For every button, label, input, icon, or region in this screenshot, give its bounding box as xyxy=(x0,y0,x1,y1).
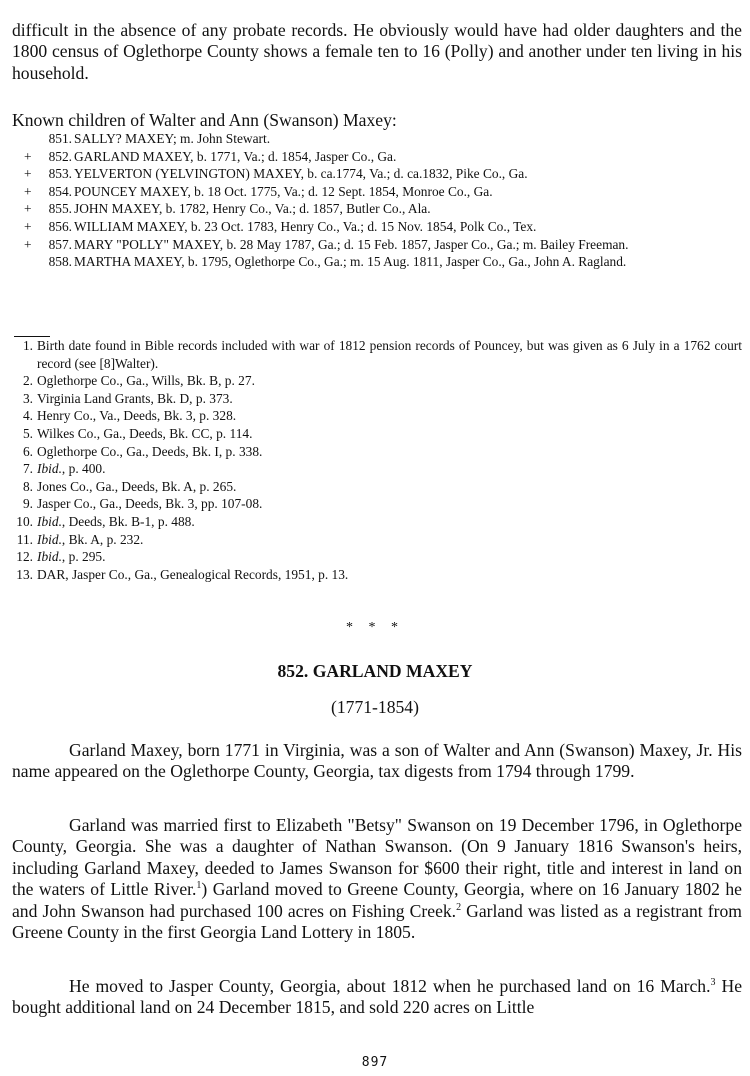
child-entry-857: + 857. MARY "POLLY" MAXEY, b. 28 May 1787, Ga.; d. 15 Feb. 1857, Jasper Co., Ga.; m. Bailey Freeman. xyxy=(24,236,629,252)
footnote: 2. Oglethorpe Co., Ga., Wills, Bk. B, p. 27. xyxy=(22,373,255,389)
child-entry-858: 858. MARTHA MAXEY, b. 1795, Oglethorpe Co., Ga.; m. 15 Aug. 1811, Jasper Co., Ga., John A. Ragland. xyxy=(48,254,627,270)
footnote: 1. Birth date found in Bible records included with war of 1812 pension records of Pouncey, but was given as 6 July in a 1762 court record (see [8]Walter). xyxy=(22,338,742,371)
child-entry-852: + 852. GARLAND MAXEY, b. 1771, Va.; d. 1854, Jasper Co., Ga. xyxy=(24,148,397,164)
footnote: 5. Wilkes Co., Ga., Deeds, Bk. CC, p. 114. xyxy=(22,425,253,441)
footnote: 13. DAR, Jasper Co., Ga., Genealogical Records, 1951, p. 13. xyxy=(16,566,349,582)
child-entry-855: + 855. JOHN MAXEY, b. 1782, Henry Co., Va.; d. 1857, Butler Co., Ala. xyxy=(24,201,431,217)
section-dates: (1771-1854) xyxy=(331,697,419,717)
child-entry-856: + 856. WILLIAM MAXEY, b. 23 Oct. 1783, Henry Co., Va.; d. 15 Nov. 1854, Polk Co., Tex. xyxy=(24,218,537,234)
footnote-list xyxy=(12,337,742,583)
footnote: 6. Oglethorpe Co., Ga., Deeds, Bk. I, p. 338. xyxy=(22,443,263,459)
footnote: 9. Jasper Co., Ga., Deeds, Bk. 3, pp. 107-08. xyxy=(22,496,263,512)
footnote: 3. Virginia Land Grants, Bk. D, p. 373. xyxy=(22,390,233,406)
page-number: 897 xyxy=(361,1055,389,1070)
footnote-ref-3: 3 xyxy=(710,977,716,989)
footnote: 12. Ibid., p. 295. xyxy=(16,549,106,565)
footnote: 4. Henry Co., Va., Deeds, Bk. 3, p. 328. xyxy=(22,408,237,424)
body-paragraph-2: Garland was married first to Elizabeth "Betsy" Swanson on 19 December 1796, in Oglethorpe County, Georgia. She was a daughter of Nathan Swanson. (On 9 January 1816 Swanson's heirs, including Garland Maxey, deeded to James Swanson for $600 their right, title and interest in land on the waters of Little River.$^1$) Garland moved to Greene County, Georgia, where on 16 January 1802 he and John Swanson had purchased 100 acres on Fishing Creek.$^2$ Garland was listed as a registrant from Greene County in the first Georgia Land Lottery in 1805. xyxy=(12,815,742,943)
children-list xyxy=(12,130,742,271)
body-paragraph-1: Garland Maxey, born 1771 in Virginia, was a son of Walter and Ann (Swanson) Maxey, Jr. His name appeared on the Oglethorpe County, Georgia, tax digests from 1794 through 1799. xyxy=(12,740,742,782)
footnote: 7. Ibid., p. 400. xyxy=(22,461,106,477)
footnote: 10. Ibid., Deeds, Bk. B-1, p. 488. xyxy=(16,513,195,529)
footnote-ref-2: 2 xyxy=(456,901,462,913)
child-entry-854: + 854. POUNCEY MAXEY, b. 18 Oct. 1775, Va.; d. 12 Sept. 1854, Monroe Co., Ga. xyxy=(24,183,493,199)
child-entry-853: + 853. YELVERTON (YELVINGTON) MAXEY, b. ca.1774, Va.; d. ca.1832, Pike Co., Ga. xyxy=(24,166,528,182)
body-paragraph-3: He moved to Jasper County, Georgia, about 1812 when he purchased land on 16 March.$^3$ He bought additional land on 24 December 1815, and sold 220 acres on Little xyxy=(12,976,742,1018)
section-title: 852. GARLAND MAXEY xyxy=(277,661,473,681)
children-heading: Known children of Walter and Ann (Swanson) Maxey: xyxy=(12,110,397,130)
footnote: 8. Jones Co., Ga., Deeds, Bk. A, p. 265. xyxy=(22,478,237,494)
footnote: 11. Ibid., Bk. A, p. 232. xyxy=(16,531,144,547)
footnote-ref-1: 1 xyxy=(196,880,202,892)
intro-paragraph: difficult in the absence of any probate records. He obviously would have had older daughters and the 1800 census of Oglethorpe County shows a female ten to 16 (Polly) and another under ten living in his household. xyxy=(12,20,742,83)
child-entry-851: 851. SALLY? MAXEY; m. John Stewart. xyxy=(48,131,271,146)
section-separator: * * * xyxy=(346,620,404,635)
